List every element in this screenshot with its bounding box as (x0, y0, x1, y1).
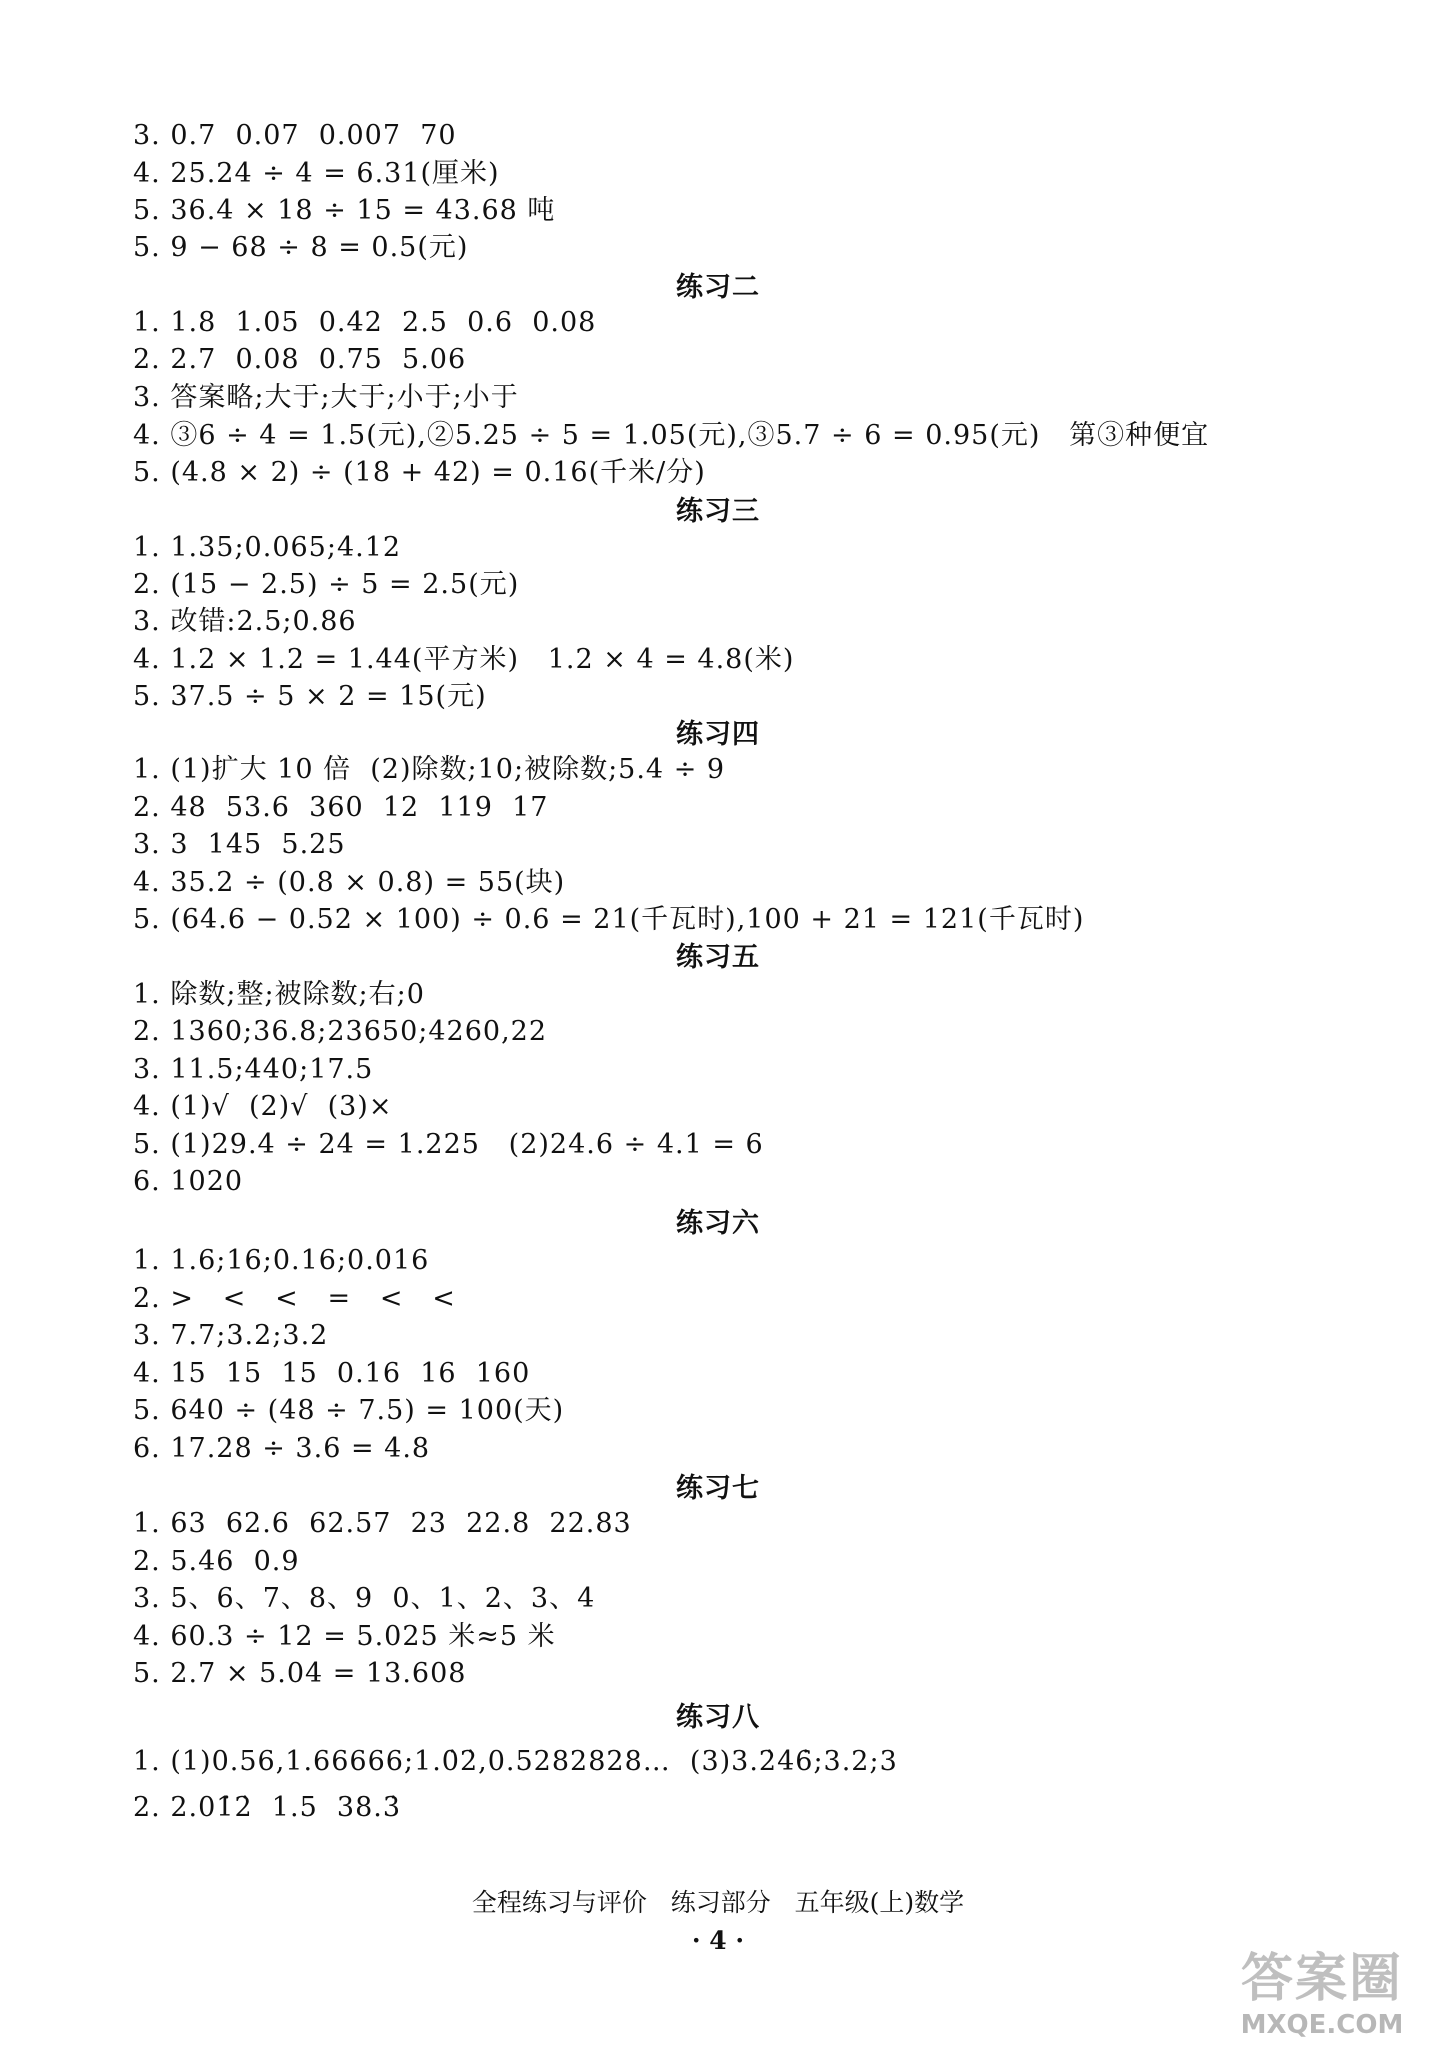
answer-line: 5. 2.7 × 5.04 = 13.608 (133, 1658, 467, 1689)
answer-line: 2. 5.46 0.9 (133, 1546, 300, 1577)
section-heading: 练习四 (676, 719, 760, 750)
answer-line: 6. 1020 (133, 1166, 244, 1197)
answer-line: 5. (4.8 × 2) ÷ (18 + 42) = 0.16(千米/分) (133, 457, 706, 488)
answer-line: 3. 3 145 5.25 (133, 829, 346, 860)
answer-line: 4. 1.2 × 1.2 = 1.44(平方米) 1.2 × 4 = 4.8(米) (133, 644, 795, 675)
answer-line: 4. 25.24 ÷ 4 = 6.31(厘米) (133, 158, 500, 189)
answer-line: 3. 7.7;3.2;3.2 (133, 1320, 329, 1351)
answer-line: 1. (1)扩大 10 倍 (2)除数;10;被除数;5.4 ÷ 9 (133, 754, 726, 785)
answer-line: 3. 11.5;440;17.5 (133, 1054, 374, 1085)
answer-line: 5. 37.5 ÷ 5 × 2 = 15(元) (133, 681, 487, 712)
answer-line: 1. 除数;整;被除数;右;0 (133, 979, 425, 1010)
section-heading: 练习五 (676, 942, 760, 973)
watermark-logo: 答案圈 (1240, 1949, 1403, 2009)
answer-line: 2. 48 53.6 360 12 119 17 (133, 792, 549, 823)
answer-line: 1. (1)0.56,1.66666;1.0̇2̇,0.5282828… (3)3.2̇46̇;3.2;3 (133, 1746, 898, 1777)
watermark (1222, 1948, 1422, 2044)
answer-line: 1. 1.6;16;0.16;0.016 (133, 1245, 430, 1276)
answer-line: 6. 17.28 ÷ 3.6 = 4.8 (133, 1433, 431, 1464)
answer-line: 2. (15 − 2.5) ÷ 5 = 2.5(元) (133, 569, 520, 600)
answer-line: 1. 1.35;0.065;4.12 (133, 532, 402, 563)
answer-line: 5. (1)29.4 ÷ 24 = 1.225 (2)24.6 ÷ 4.1 = 6 (133, 1129, 764, 1160)
answer-line: 4. (1)√ (2)√ (3)× (133, 1091, 393, 1122)
section-heading: 练习二 (676, 272, 760, 303)
answer-line: 1. 63 62.6 62.57 23 22.8 22.83 (133, 1508, 632, 1539)
answer-line: 2. > < < = < < (133, 1283, 456, 1314)
answer-line: 2. 2.7 0.08 0.75 5.06 (133, 344, 467, 375)
section-heading: 练习六 (676, 1208, 760, 1239)
answer-line: 3. 答案略;大于;大于;小于;小于 (133, 382, 519, 413)
answer-line: 5. 640 ÷ (48 ÷ 7.5) = 100(天) (133, 1395, 565, 1426)
answer-line: 4. 60.3 ÷ 12 = 5.025 米≈5 米 (133, 1621, 556, 1652)
answer-line: 4. 35.2 ÷ (0.8 × 0.8) = 55(块) (133, 867, 566, 898)
page-number: · 4 · (691, 1926, 745, 1955)
section-heading: 练习三 (676, 496, 760, 527)
answer-line: 5. (64.6 − 0.52 × 100) ÷ 0.6 = 21(千瓦时),100 + 21 = 121(千瓦时) (133, 904, 1085, 935)
answer-line: 4. ③6 ÷ 4 = 1.5(元),②5.25 ÷ 5 = 1.05(元),③5.7 ÷ 6 = 0.95(元) 第③种便宜 (133, 420, 1210, 451)
answer-line: 4. 15 15 15 0.16 16 160 (133, 1358, 531, 1389)
answer-line: 5. 9 − 68 ÷ 8 = 0.5(元) (133, 232, 469, 263)
answer-line: 1. 1.8 1.05 0.42 2.5 0.6 0.08 (133, 307, 597, 338)
section-heading: 练习七 (676, 1473, 760, 1504)
answer-line: 2. 2.01̇2̇ 1.5 38.3̇ (133, 1792, 402, 1823)
answer-line: 3. 5、6、7、8、9 0、1、2、3、4 (133, 1583, 596, 1614)
answer-line: 3. 0.7 0.07 0.007 70 (133, 120, 457, 151)
watermark-url: MXQE.COM (1240, 2010, 1404, 2040)
section-heading: 练习八 (676, 1702, 760, 1733)
footer-book-title: 全程练习与评价 练习部分 五年级(上)数学 (471, 1888, 965, 1917)
answer-line: 3. 改错:2.5;0.86 (133, 606, 357, 637)
answer-line: 5. 36.4 × 18 ÷ 15 = 43.68 吨 (133, 195, 556, 226)
answer-line: 2. 1360;36.8;23650;4260,22 (133, 1016, 548, 1047)
